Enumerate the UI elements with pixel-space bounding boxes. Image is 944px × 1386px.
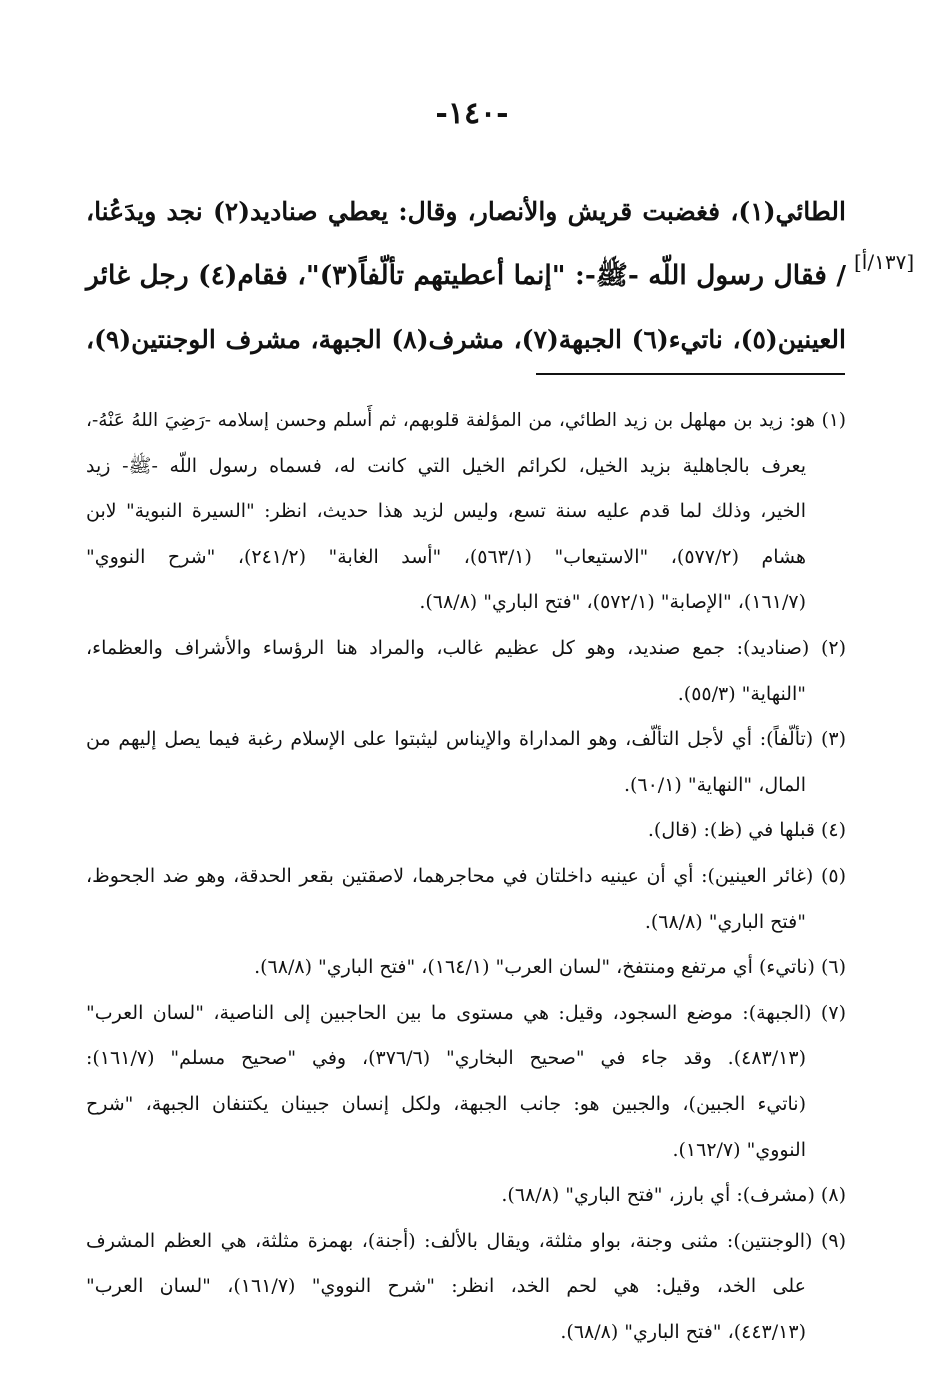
- page-number: -١٤٠-: [435, 96, 509, 131]
- main-text-line: الطائي(١)، فغضبت قريش والأنصار، وقال: يعطي صناديد(٢) نجد ويدَعُنا،: [86, 197, 846, 226]
- footnote-line: (١) هو: زيد بن مهلهل بن زيد الطائي، من المؤلفة قلوبهم، ثم أَسلم وحسن إسلامه -رَضِيَ اللهُ عَنْهُ-،: [86, 410, 846, 431]
- footnote-line: (٨) (مشرف): أي بارز، "فتح الباري" (٦٨/٨).: [501, 1184, 846, 1207]
- footnote-line: (ناتيء الجبين)، والجبين هو: جانب الجبهة، ولكل إنسان جبينان يكتنفان الجبهة، "شرح: [86, 1092, 806, 1115]
- margin-folio-note: [١٣٧/أ]: [854, 250, 915, 274]
- footnote-line: المال، "النهاية" (٦٠/١).: [623, 773, 806, 796]
- footnote-line: هشام (٥٧٧/٢)، "الاستيعاب" (٥٦٣/١)، "أسد الغابة" (٢٤١/٢)، "شرح النووي": [86, 545, 807, 568]
- main-text-line: / فقال رسول اللّه -ﷺ-: "إنما أعطيتهم تألّفاً(٣)"، فقام(٤) رجل غائر: [86, 260, 847, 291]
- main-text-line: العينين(٥)، ناتيء(٦) الجبهة(٧)، مشرف(٨) الجبهة، مشرف الوجنتين(٩)،: [86, 325, 846, 354]
- footnote-line: (٥) (غائر العينين): أي أن عينيه داخلتان في محاجرهما، لاصقتين بقعر الحدقة، وهو ضد الجحوظ،: [86, 864, 846, 887]
- main-text: [86, 180, 846, 372]
- footnote-line: على الخد، وقيل: هي لحم الخد، انظر: "شرح النووي" (١٦١/٧)، "لسان العرب": [86, 1275, 807, 1298]
- footnote-line: (٣) (تألّفاً): أي لأجل التألّف، وهو المداراة والإيناس ليثبتوا على الإسلام رغبة فيما يصل إليهم من: [86, 728, 846, 751]
- footnote-line: "فتح الباري" (٦٨/٨).: [644, 910, 806, 933]
- footnote-line: (٩) (الوجنتين): مثنى وجنة، بواو مثلثة، ويقال بالألف: (أجنة)، بهمزة مثلثة، هي العظم المشرف: [86, 1229, 846, 1252]
- footnote-line: الخير، وذلك لما قدم عليه سنة تسع، وليس لزيد هذا حديث، انظر: "السيرة النبوية" لابن: [86, 500, 806, 523]
- footnote-line: النووي" (١٦٢/٧).: [672, 1138, 806, 1161]
- footnote-line: (٢) (صناديد): جمع صنديد، وهو كل عظيم غالب، والمراد هنا الرؤساء والأشراف والعظماء،: [86, 636, 846, 659]
- footnote-line: (٦) (ناتيء) أي مرتفع ومنتفخ، "لسان العرب" (١٦٤/١)، "فتح الباري" (٦٨/٨).: [254, 956, 846, 979]
- footnote-line: (٤) قبلها في (ظ): (قال).: [647, 819, 846, 842]
- footnote-line: (٤٨٣/١٣). وقد جاء في "صحيح البخاري" (٣٧٦/٦)، وفي "صحيح مسلم" (١٦١/٧):: [86, 1047, 806, 1070]
- footnote-line: (١٦١/٧)، "الإصابة" (٥٧٢/١)، "فتح الباري" (٦٨/٨).: [419, 591, 806, 614]
- footnote-divider: [536, 373, 845, 375]
- footnote-line: (٤٤٣/١٣)، "فتح الباري" (٦٨/٨).: [560, 1320, 806, 1343]
- footnote-line: يعرف بالجاهلية بزيد الخيل، لكرائم الخيل التي كانت له، فسماه رسول اللّه -ﷺ- زيد: [86, 454, 806, 477]
- footnote-line: (٧) (الجبهة): موضع السجود، وقيل: هي مستوى ما بين الحاجبين إلى الناصية، "لسان العرب": [86, 1001, 846, 1024]
- footnotes: [86, 398, 846, 1355]
- footnote-line: "النهاية" (٥٥/٣).: [677, 682, 806, 705]
